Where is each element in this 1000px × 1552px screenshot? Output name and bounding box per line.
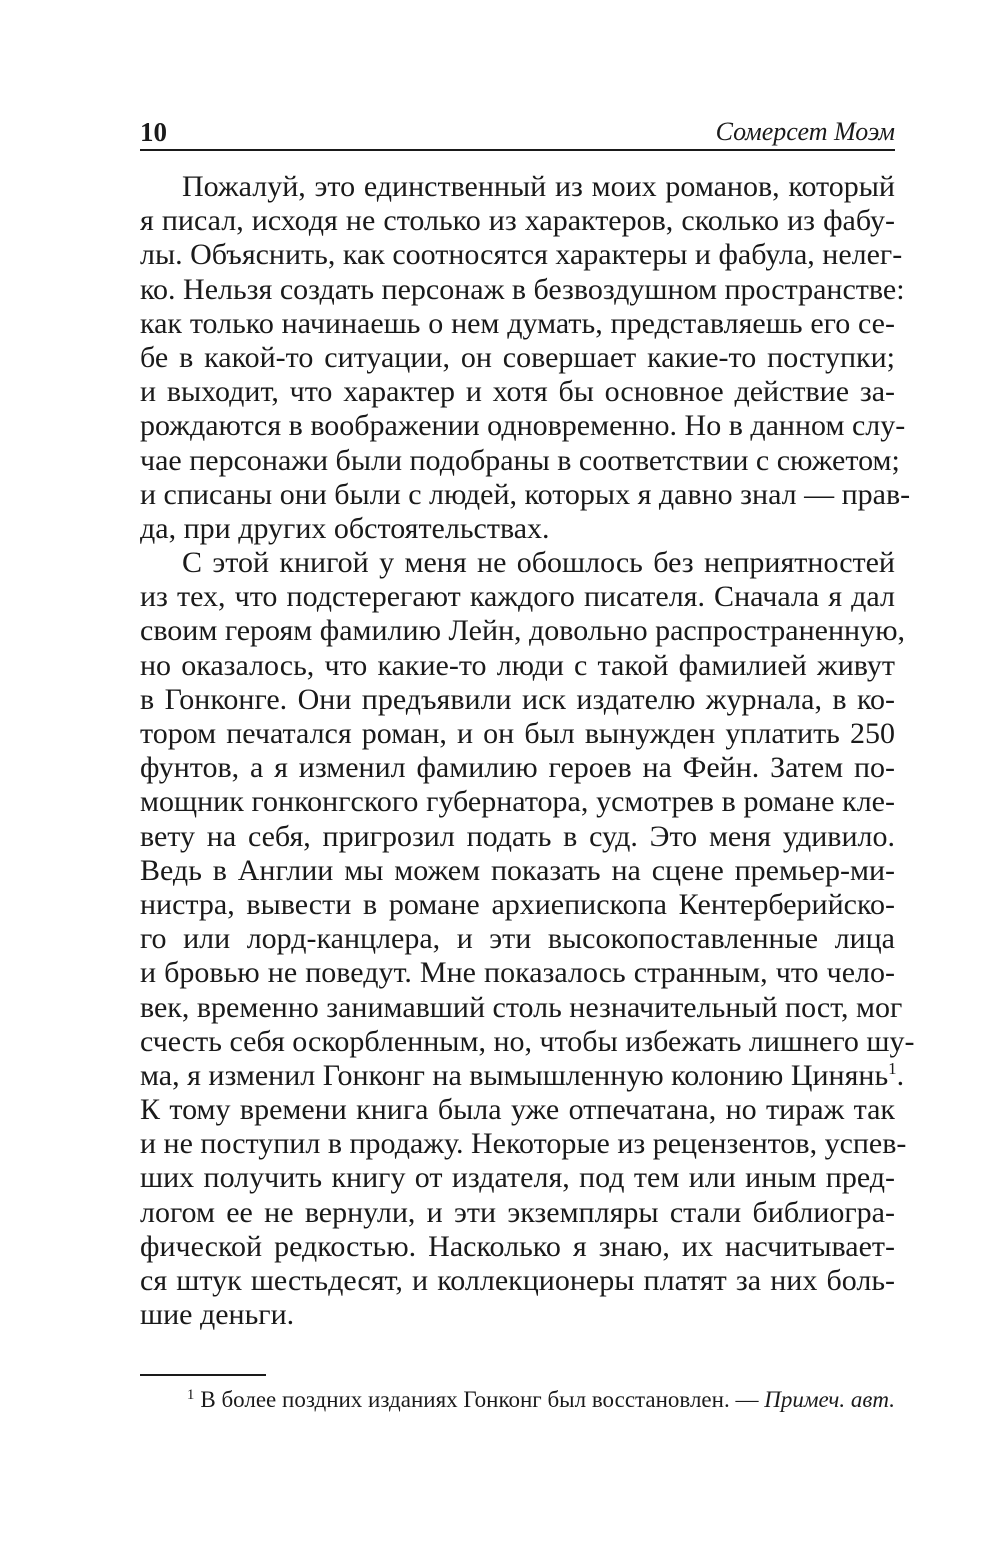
footnote-text: В более поздних изданиях Гонконг был восстановлен. — <box>200 1387 765 1412</box>
text-line: фунтов, а я изменил фамилию героев на Фейн. Затем по- <box>140 751 895 785</box>
text-line: ших получить книгу от издателя, под тем или иным пред- <box>140 1161 895 1195</box>
text-line: бе в какой-то ситуации, он совершает какие-то поступки; <box>140 340 895 374</box>
text-line: рождаются в воображении одновременно. Но в данном слу- <box>140 409 906 443</box>
text-line: ся штук шестьдесят, и коллекционеры платят за них боль- <box>140 1264 895 1297</box>
text-line: из тех, что подстерегают каждого писателя. Сначала я дал <box>140 580 895 614</box>
text-line: век, временно занимавший столь незначительный пост, мог <box>140 990 903 1024</box>
text-line: я писал, исходя не столько из характеров, сколько из фабу- <box>140 204 895 238</box>
body-text <box>140 170 915 1332</box>
text-line: нистра, вывести в романе архиепископа Кентерберийско- <box>140 887 895 921</box>
page-number: 10 <box>140 117 167 147</box>
footnote-reference[interactable]: 1 <box>888 1058 897 1078</box>
text-line: тором печатался роман, и он был вынужден уплатить 250 <box>140 717 895 750</box>
text-line: лы. Объяснить, как соотносятся характеры и фабула, нелег- <box>140 238 903 272</box>
text-line: да, при других обстоятельствах. <box>140 511 550 545</box>
running-head-author: Сомерсет Моэм <box>715 117 895 146</box>
text-line: логом ее не вернули, и эти экземпляры стали библиогра- <box>140 1195 895 1229</box>
text-line: го или лорд-канцлера, и эти высокопоставленные лица <box>140 922 895 956</box>
text-line: как только начинаешь о нем думать, представляешь его се- <box>140 306 895 340</box>
text-line: вету на себя, пригрозил подать в суд. Это меня удивило. <box>140 819 895 853</box>
text-line: С этой книгой у меня не обошлось без неприятностей <box>182 546 895 580</box>
text-line: Пожалуй, это единственный из моих романов, который <box>182 170 895 203</box>
text-line: чае персонажи были подобраны в соответствии с сюжетом; <box>140 443 900 477</box>
footnote-divider <box>140 1374 266 1376</box>
footnote-mark: 1 <box>186 1387 195 1403</box>
footnote-attribution: Примеч. авт. <box>764 1387 895 1412</box>
text-line: и списаны они были с людей, которых я давно знал — прав- <box>140 477 911 511</box>
text-line: фической редкостью. Насколько я знаю, их насчитывает- <box>140 1229 895 1263</box>
text-line: счесть себя оскорбленным, но, чтобы избежать лишнего шу- <box>140 1024 915 1058</box>
text-line-content: ма, я изменил Гонконг на вымышленную колонию Цинянь <box>140 1058 889 1092</box>
text-line: К тому времени книга была уже отпечатана, но тираж так <box>140 1093 895 1127</box>
footnote <box>140 1384 895 1416</box>
book-page <box>140 0 915 1552</box>
text-line: и не поступил в продажу. Некоторые из рецензентов, успев- <box>140 1127 907 1161</box>
text-line: мощник гонконгского губернатора, усмотрев в романе кле- <box>140 785 895 819</box>
text-line: своим героям фамилию Лейн, довольно распространенную, <box>140 614 906 648</box>
footnote-reference-tail: . <box>896 1058 905 1092</box>
text-line: шие деньги. <box>140 1298 295 1332</box>
text-line: и бровью не поведут. Мне показалось странным, что чело- <box>140 956 895 990</box>
text-line: ко. Нельзя создать персонаж в безвоздушном пространстве: <box>140 272 905 306</box>
running-head <box>140 113 895 151</box>
text-line-with-footnote <box>140 1058 905 1093</box>
text-line: в Гонконге. Они предъявили иск издателю журнала, в ко- <box>140 682 895 716</box>
text-line: Ведь в Англии мы можем показать на сцене премьер-ми- <box>140 853 895 887</box>
text-line: но оказалось, что какие-то люди с такой фамилией живут <box>140 648 895 682</box>
text-line: и выходит, что характер и хотя бы основное действие за- <box>140 375 895 409</box>
